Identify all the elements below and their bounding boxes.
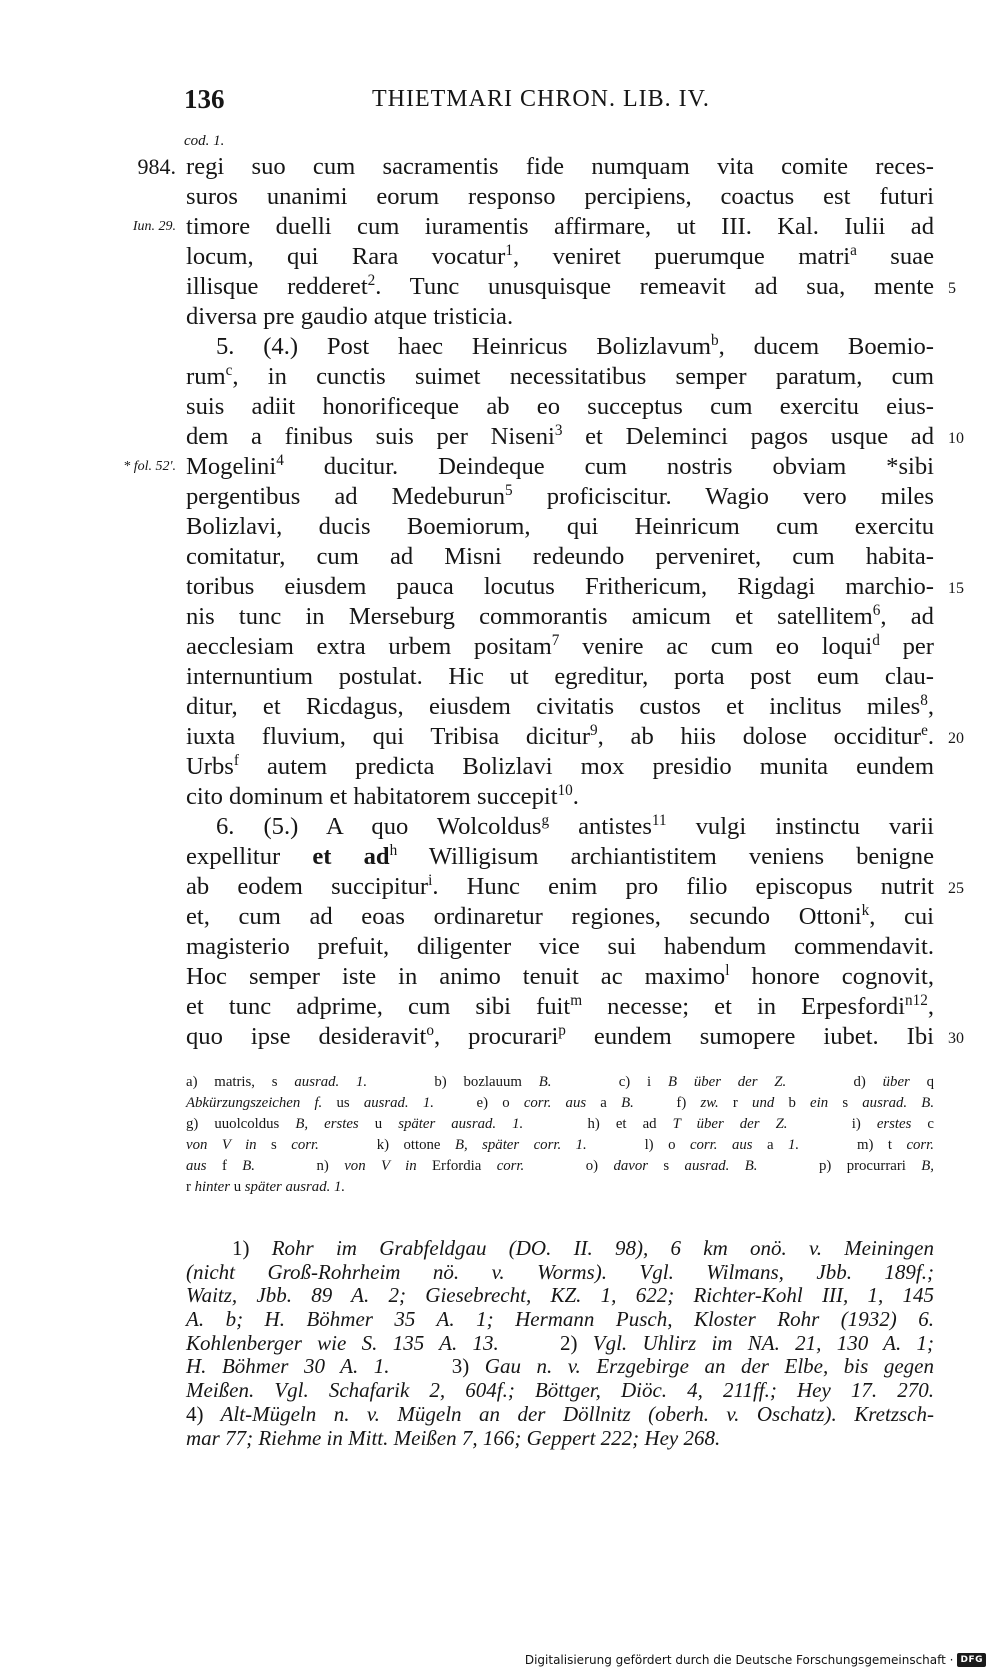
note-line: 1) Rohr im Grabfeldgau (DO. II. 98), 6 km onö. v. Meiningen <box>232 1236 934 1260</box>
main-text <box>123 152 964 1052</box>
note-line: H. Böhmer 30 A. 1. 3) Gau n. v. Erzgebirge an der Elbe, bis gegen <box>186 1354 934 1379</box>
line-number: 5 <box>948 280 956 297</box>
line-number: 15 <box>948 580 964 597</box>
text-line: ab eodem succipitur$^i$. Hunc enim pro filio episcopus nutrit 25 <box>186 872 934 902</box>
text-line: Hoc semper iste in animo tenuit ac maximo$^l$ honore cognovit, <box>186 961 935 990</box>
text-line: suis adiit honorificeque ab eo succeptus cum exercitu eius- <box>186 393 934 420</box>
line-number: 30 <box>948 1030 964 1047</box>
line-number: 10 <box>948 430 964 447</box>
text-line: et, cum ad eoas ordinaretur regiones, secundo Ottoni$^k$, cui <box>186 901 935 930</box>
note-line: 4) Alt-Mügeln n. v. Mügeln an der Döllnitz (oberh. v. Oschatz). Kretzsch- <box>186 1401 934 1426</box>
text-line: diversa pre gaudio atque tristicia. <box>186 303 514 330</box>
running-title: THIETMARI CHRON. LIB. IV. <box>372 86 710 112</box>
text-line: pergentibus ad Medeburun$^5$ proficiscitur. Wagio vero miles <box>186 481 934 510</box>
dfg-logo: DFG <box>957 1653 986 1667</box>
note-line: Waitz, Jbb. 89 A. 2; Giesebrecht, KZ. 1, 622; Richter-Kohl III, 1, 145 <box>186 1283 934 1308</box>
apparatus-line: a) matris, s ausrad. 1. b) bozlauum B. c) i B über der Z. d) über q <box>186 1074 934 1090</box>
text-line: locum, qui Rara vocatur$^1$, veniret puerumque matri$^a$ suae <box>186 241 934 270</box>
text-line: rum$^c$, in cunctis suimet necessitatibus semper paratum, cum <box>186 361 934 390</box>
text-line: suros unanimi eorum responso percipiens, coactus est futuri <box>186 183 934 210</box>
note-line: A. b; H. Böhmer 35 A. 1; Hermann Pusch, Kloster Rohr (1932) 6. <box>186 1307 934 1332</box>
note-line: (nicht Groß-Rohrheim nö. v. Worms). Vgl. Wilmans, Jbb. 189f.; <box>186 1259 934 1284</box>
text-line: nis tunc in Merseburg commorantis amicum et satellitem$^6$, ad <box>186 601 934 630</box>
margin-date-note: * fol. 52'. <box>123 459 176 474</box>
apparatus-line: von V in s corr. k) ottone B, später corr. 1. l) o corr. aus a 1. m) t corr. <box>186 1137 934 1153</box>
text-line: 5. (4.) Post haec Heinricus Bolizlavum$^b$, ducem Boemio- <box>216 331 934 360</box>
text-line: quo ipse desideravit$^o$, procurari$^p$ eundem sumopere iubet. Ibi 30 <box>186 1022 934 1052</box>
text-line: regi suo cum sacramentis fide numquam vita comite reces- 984. <box>137 153 934 180</box>
text-line: illisque redderet$^2$. Tunc unusquisque remeavit ad sua, mente 5 <box>186 272 934 302</box>
text-line: cito dominum et habitatorem succepit$^{10}$. <box>186 781 579 810</box>
text-line: toribus eiusdem pauca locutus Frithericum, Rigdagi marchio- 15 <box>186 572 934 602</box>
page-number: 136 <box>184 84 225 114</box>
cod-label: cod. 1. <box>184 133 225 149</box>
text-line: internuntium postulat. Hic ut egreditur, porta post eum clau- <box>186 663 934 690</box>
note-line: Kohlenberger wie S. 135 A. 13. 2) Vgl. Uhlirz im NA. 21, 130 A. 1; <box>186 1330 934 1355</box>
commentary-notes <box>186 1237 934 1450</box>
text-line: Bolizlavi, ducis Boemiorum, qui Heinricum cum exercitu <box>186 513 934 540</box>
text-line: dem a finibus suis per Niseni$^3$ et Deleminci pagos usque ad 10 <box>186 422 934 452</box>
apparatus-line: g) uuolcoldus B, erstes u später ausrad. 1. h) et ad T über der Z. i) erstes c <box>186 1116 934 1132</box>
text-line: ditur, et Ricdagus, eiusdem civitatis custos et inclitus miles$^8$, <box>186 691 934 720</box>
text-line: expellitur et $ad^h$ Willigisum archiantistitem veniens benigne <box>186 841 934 870</box>
footer-text: Digitalisierung gefördert durch die Deutsche Forschungsgemeinschaft · <box>524 1653 954 1667</box>
apparatus-line: Abkürzungszeichen f. us ausrad. 1. e) o corr. aus a B. f) zw. r und b ein s ausrad. B. <box>186 1095 935 1111</box>
note-line: Meißen. Vgl. Schafarik 2, 604f.; Böttger, Diöc. 4, 211ff.; Hey 17. 270. <box>186 1378 934 1403</box>
text-line: 6. (5.) A quo Wolcoldus$^g$ antistes$^{11}$ vulgi instinctu varii <box>216 811 934 840</box>
apparatus-line: aus f B. n) von V in Erfordia corr. o) davor s ausrad. B. p) procurrari B, <box>186 1158 934 1174</box>
text-line: iuxta fluvium, qui Tribisa dicitur$^9$, ab hiis dolose occiditur$^e$. 20 <box>186 722 934 752</box>
text-line: Mogelini$^4$ ducitur. Deindeque cum nostris obviam *sibi * fol. 52'. <box>123 451 934 480</box>
apparatus-line: r hinter u später ausrad. 1. <box>186 1179 346 1195</box>
footer <box>525 1653 986 1667</box>
critical-apparatus <box>186 1072 934 1198</box>
text-line: Urbs$^f$ autem predicta Bolizlavi mox presidio munita eundem <box>186 751 934 780</box>
margin-date-note: Iun. 29. <box>132 219 176 234</box>
text-line: aecclesiam extra urbem positam$^7$ venire ac cum eo loqui$^d$ per <box>186 631 934 660</box>
note-line: mar 77; Riehme in Mitt. Meißen 7, 166; Geppert 222; Hey 268. <box>186 1425 721 1450</box>
line-number: 20 <box>948 730 964 747</box>
text-line: et tunc adprime, cum sibi fuit$^m$ necesse; et in Erpesfordi$^{n12}$, <box>186 991 935 1020</box>
text-line: timore duelli cum iuramentis affirmare, ut III. Kal. Iulii ad Iun. 29. <box>132 213 934 240</box>
text-line: magisterio prefuit, diligenter vice sui habendum commendavit. <box>186 933 934 960</box>
line-number: 25 <box>948 880 964 897</box>
text-line: comitatur, cum ad Misni redeundo perveniret, cum habita- <box>186 543 934 570</box>
margin-date-note: 984. <box>137 154 176 179</box>
